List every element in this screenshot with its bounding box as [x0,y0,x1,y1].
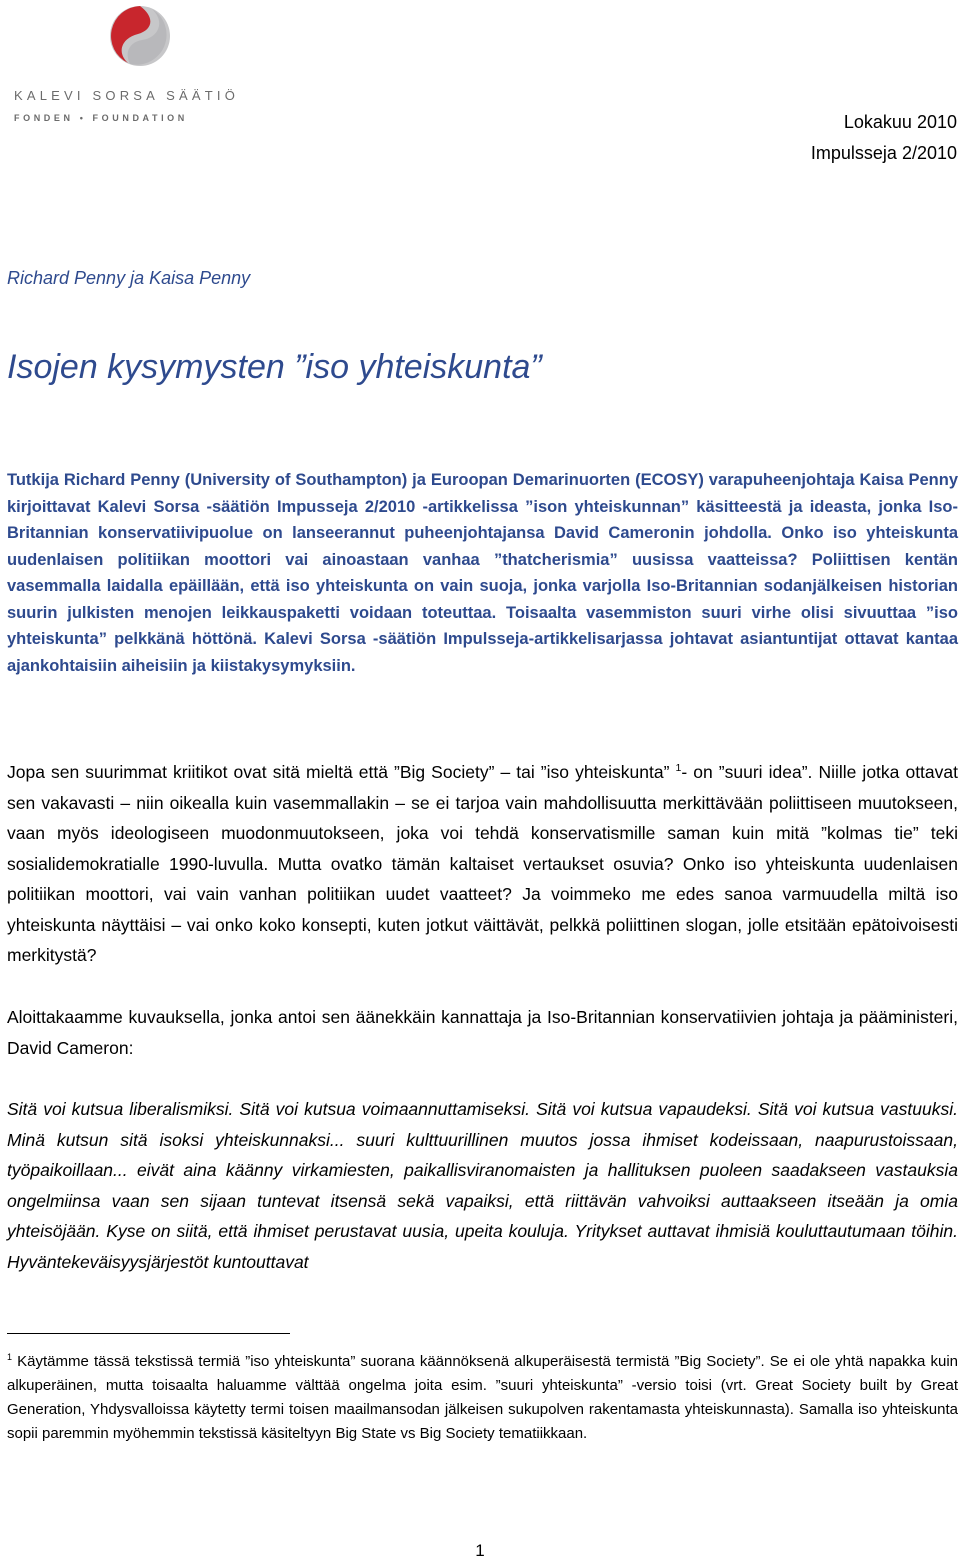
body-paragraph-1-rest: - on ”suuri idea”. Niille jotka ottavat sen vakavasti – niin oikealla kuin vasemmallakin – se ei tarjoa vain mahdollisuutta merkittävään poliittiseen muutokseen, vaan myös ideologiseen muodonmuutokseen, joka voi tehdä konservatismille saman kuin mitä ”kolmas tie” teki sosialidemokratialle 1990-luvulla. Mutta ovatko tämän kaltaiset vertaukset osuvia? Onko iso yhteiskunta uudenlaisen politiikan moottori, vai vain vanhan politiikan uudet vaatteet? Ja voimmeko me edes sanoa varmuudella miltä iso yhteiskunta näyttäisi – vai onko koko konsepti, kuten jotkut väittävät, pelkkä poliittinen slogan, jolle etsitään epätoivoisesti merkitystä? [7,762,958,965]
body-paragraph-2: Aloittakaamme kuvauksella, jonka antoi sen äänekkäin kannattaja ja Iso-Britannian konservatiivien johtaja ja pääministeri, David Cameron: [7,1007,958,1058]
article-title: Isojen kysymysten ”iso yhteiskunta” [7,348,542,386]
publication-series: Impulsseja 2/2010 [810,143,957,163]
page-number: 1 [475,1541,485,1560]
foundation-logo-mark-icon [108,4,172,68]
logo-wordmark: KALEVI SORSA SÄÄTIÖ [14,88,240,103]
footnote-divider [7,1333,290,1334]
footnote-marker: 1 [7,1352,13,1362]
article-authors: Richard Penny ja Kaisa Penny [7,268,251,288]
publication-date: Lokakuu 2010 [843,112,957,132]
foundation-logo [8,2,268,128]
footnote-reference: 1 [675,762,682,775]
footnote-text: Käytämme tässä tekstissä termiä ”iso yhteiskunta” suorana käännöksenä alkuperäisestä termistä ”Big Society”. Se ei ole yhtä napakka kuin alkuperäinen, mutta toisaalta haluamme välttää ongelma joita esim. ”suuri yhteiskunta” -versio toisi (vrt. Great Society built by Great Generation, Yhdysvalloissa käytetty termi toisen maailmansodan jälkeisen sukupolven rakentamasta yhteiskunnasta). Samalla iso yhteiskunta sopii paremmin myöhemmin tekstissä käsiteltyyn Big State vs Big Society tematiikkaan. [7,1353,958,1442]
body-paragraph-1-start: Jopa sen suurimmat kriitikot ovat sitä mieltä että ”Big Society” – tai ”iso yhteiskunta” [7,762,670,782]
logo-subtitle: FONDEN • FOUNDATION [14,113,188,123]
cameron-quote: Sitä voi kutsua liberalismiksi. Sitä voi kutsua voimaannuttamiseksi. Sitä voi kutsua vapaudeksi. Sitä voi kutsua vastuuksi. Minä kutsun sitä isoksi yhteiskunnaksi... suuri kulttuurillinen muutos jossa ihmiset kodeissaan, naapurustoissaan, työpaikoillaan... eivät aina käänny virkamiesten, paikallisviranomaisten ja hallituksen puoleen saadakseen vastauksia ongelmiinsa vaan sen sijaan tuntevat itsensä sekä vapaiksi, että riittävän vahvoiksi auttaakseen itseään ja omia yhteisöjään. Kyse on siitä, että ihmiset perustavat uusia, upeita kouluja. Yritykset auttavat ihmisiä kouluttautumaan töihin. Hyväntekeväisyysjärjestöt kuntouttavat [7,1099,958,1272]
dateline [811,107,957,169]
footnote [7,1350,958,1446]
article-intro: Tutkija Richard Penny (University of Southampton) ja Euroopan Demarinuorten (ECOSY) varapuheenjohtaja Kaisa Penny kirjoittavat Kalevi Sorsa -säätiön Impusseja 2/2010 -artikkelissa ”ison yhteiskunnan” käsitteestä ja ideasta, jonka Iso-Britannian konservatiivipuolue on lanseerannut puheenjohtajansa David Cameronin johdolla. Onko iso yhteiskunta uudenlaisen politiikan moottori vai ainoastaan vanhaa ”thatcherismia” uusissa vaatteissa? Poliittisen kentän vasemmalla laidalla epäillään, että iso yhteiskunta on vain suoja, jonka varjolla Iso-Britannian sodanjälkeisen historian suurin julkisten menojen leikkauspaketti voidaan toteuttaa. Toisaalta vasemmiston suuri virhe olisi sivuuttaa ”iso yhteiskunta” pelkkänä höttönä. Kalevi Sorsa -säätiön Impulsseja-artikkelisarjassa johtavat asiantuntijat ottavat kantaa ajankohtaisiin aiheisiin ja kiistakysymyksiin. [7,471,958,675]
body-paragraph-1 [7,757,958,971]
